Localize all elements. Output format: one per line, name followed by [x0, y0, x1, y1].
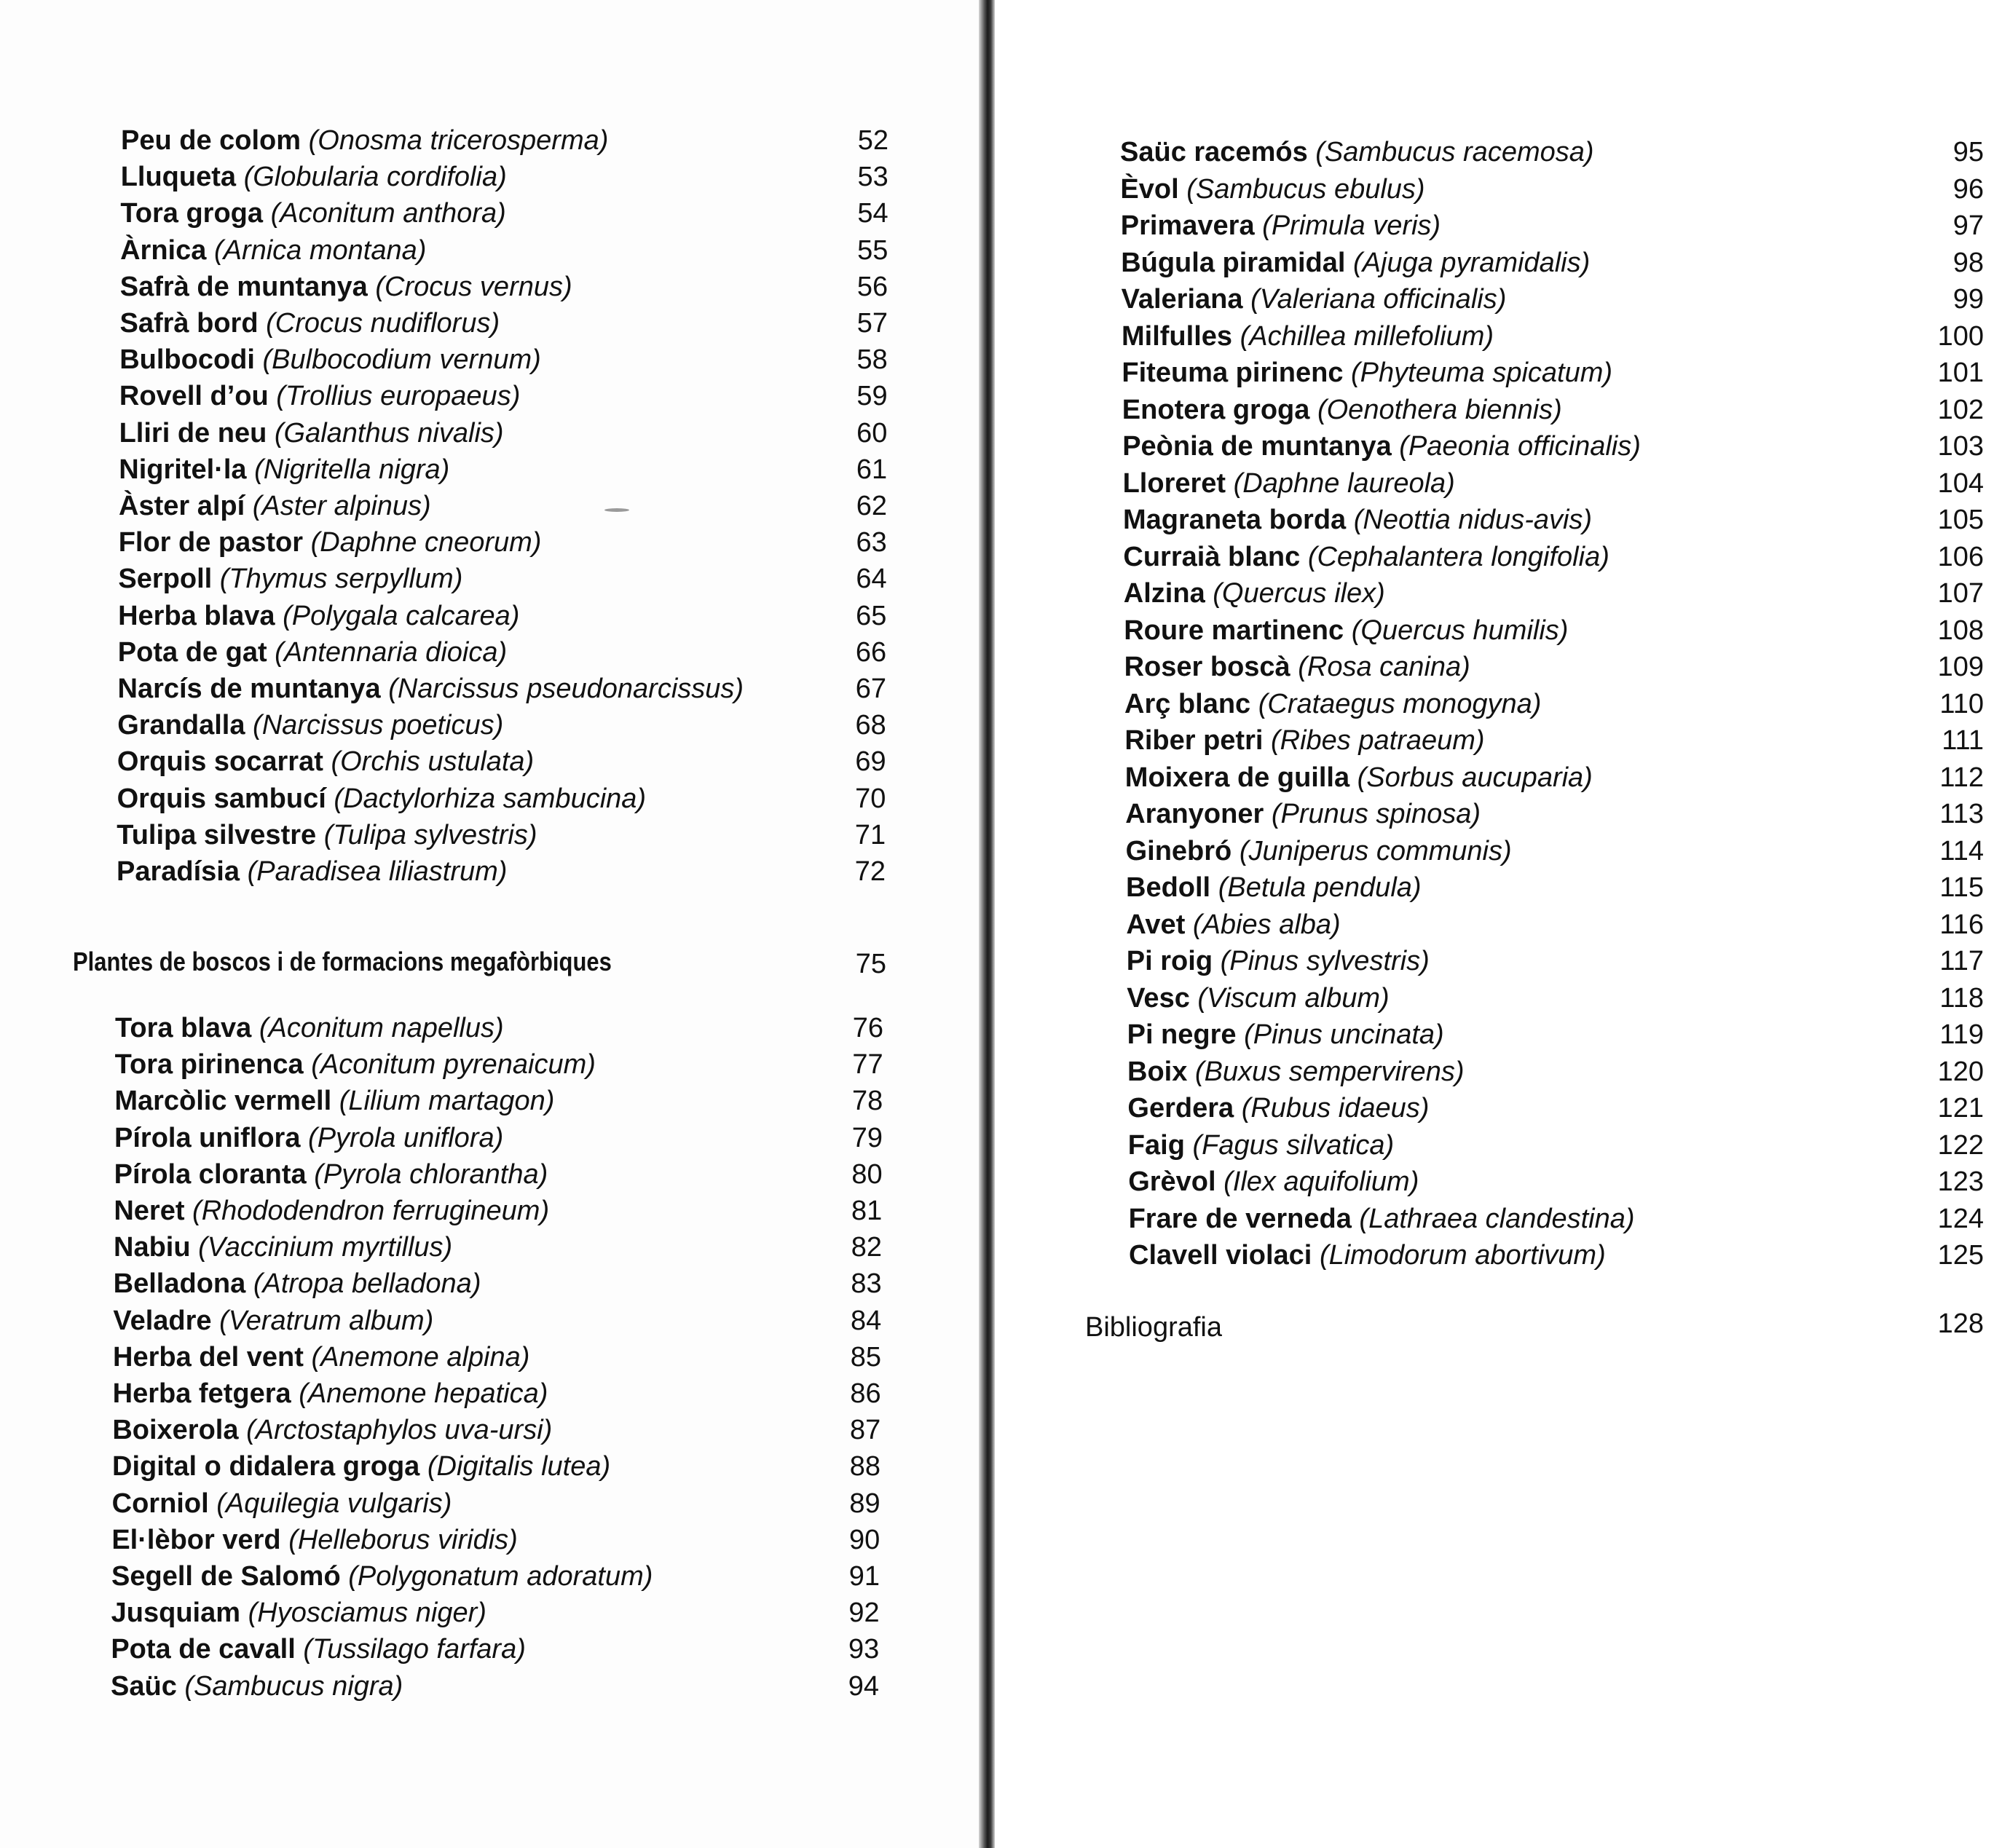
- scientific-name: (Abies alba): [1192, 909, 1341, 940]
- entry-title: [1124, 687, 1541, 721]
- scientific-name: (Betula pendula): [1218, 872, 1422, 903]
- page-number: 91: [848, 1561, 880, 1592]
- entry-title: [1122, 356, 1612, 390]
- scientific-name: (Narcissus pseudonarcissus): [388, 674, 744, 704]
- common-name: Vesc: [1127, 982, 1190, 1014]
- page-number: 76: [852, 1013, 883, 1043]
- scientific-name: (Viscum album): [1197, 982, 1390, 1014]
- page-number: 62: [856, 491, 887, 521]
- page-number: 106: [1937, 541, 1984, 572]
- scientific-name: (Orchis ustulata): [331, 746, 535, 778]
- scientific-name: (Pinus sylvestris): [1220, 946, 1430, 976]
- scientific-name: (Aconitum anthora): [270, 198, 506, 229]
- common-name: Jusquiam: [111, 1598, 241, 1629]
- scientific-name: (Anemone hepatica): [299, 1378, 548, 1409]
- entry-title: [117, 782, 646, 816]
- page-number: 98: [1952, 247, 1984, 278]
- page-number: 63: [856, 527, 887, 558]
- entry-title: [1120, 135, 1594, 169]
- scientific-name: (Buxus sempervirens): [1194, 1056, 1465, 1087]
- common-name: Pi roig: [1126, 946, 1213, 976]
- common-name: Búgula piramidal: [1121, 247, 1346, 278]
- entry-title: [119, 416, 504, 450]
- common-name: Èvol: [1120, 173, 1179, 205]
- scientific-name: (Lilium martagon): [339, 1086, 555, 1117]
- scientific-name: (Achillea millefolium): [1240, 320, 1494, 352]
- page-number: 102: [1937, 394, 1984, 425]
- scientific-name: (Ribes patraeum): [1271, 725, 1485, 756]
- entry-title: [1126, 834, 1512, 868]
- page-number: 113: [1939, 799, 1984, 829]
- entry-title: [114, 1084, 554, 1118]
- entry-title: [119, 379, 520, 413]
- common-name: Flor de pastor: [118, 527, 304, 558]
- page-number: 119: [1939, 1019, 1984, 1050]
- scientific-name: (Valeriana officinalis): [1250, 284, 1507, 315]
- page-number: 52: [857, 125, 888, 156]
- common-name: Magraneta borda: [1123, 505, 1347, 535]
- page-number: 125: [1937, 1240, 1984, 1271]
- entry-title: [115, 1011, 504, 1045]
- page-number: 67: [855, 674, 886, 704]
- entry-title: [120, 270, 572, 304]
- common-name: Peònia de muntanya: [1122, 431, 1392, 462]
- common-name: Àster alpí: [119, 491, 245, 521]
- scientific-name: (Ilex aquifolium): [1223, 1166, 1419, 1197]
- common-name: Pota de cavall: [111, 1634, 296, 1665]
- entry-title: [111, 1523, 518, 1557]
- common-name: Aranyoner: [1125, 799, 1264, 829]
- common-name: El·lèbor verd: [111, 1524, 281, 1555]
- scientific-name: (Arnica montana): [213, 234, 427, 266]
- scientific-name: (Bulbocodium vernum): [262, 344, 541, 376]
- common-name: Belladona: [113, 1268, 246, 1300]
- common-name: Segell de Salomó: [111, 1561, 341, 1592]
- scientific-name: (Sorbus aucuparia): [1357, 762, 1593, 793]
- page-number: 122: [1937, 1129, 1984, 1161]
- entry-title: [1127, 1018, 1444, 1051]
- scientific-name: (Tussilago farfara): [303, 1634, 526, 1665]
- entry-title: [1128, 1129, 1394, 1162]
- page-number: 108: [1937, 615, 1984, 646]
- common-name: Bulbocodi: [119, 344, 255, 376]
- page-number: 111: [1942, 725, 1984, 756]
- bibliography-label: Bibliografia: [1085, 1312, 1222, 1343]
- common-name: Tulipa silvestre: [117, 819, 317, 850]
- scientific-name: (Quercus ilex): [1213, 578, 1385, 609]
- page-number: 82: [851, 1232, 882, 1263]
- scientific-name: (Polygala calcarea): [283, 600, 520, 631]
- entry-title: [1122, 393, 1562, 427]
- page-number: 117: [1939, 946, 1984, 976]
- page-number: 116: [1939, 909, 1984, 940]
- book-gutter: [979, 0, 995, 1848]
- common-name: Boix: [1127, 1056, 1188, 1087]
- common-name: Saüc racemós: [1120, 137, 1308, 167]
- page-number: 97: [1952, 210, 1984, 241]
- common-name: Serpoll: [118, 564, 213, 595]
- entry-title: [1127, 944, 1430, 978]
- page-number: 79: [851, 1122, 883, 1153]
- scan-speck: [604, 508, 629, 512]
- scientific-name: (Lathraea clandestina): [1359, 1203, 1635, 1234]
- entry-title: [118, 672, 744, 706]
- common-name: Pírola uniflora: [114, 1122, 301, 1153]
- page-number: 64: [856, 564, 887, 595]
- entry-title: [114, 1267, 481, 1300]
- left-page: [0, 0, 979, 1848]
- scientific-name: (Pinus uncinata): [1244, 1019, 1444, 1050]
- entry-title: [112, 1413, 552, 1447]
- page-number: 95: [1952, 137, 1984, 167]
- scientific-name: (Crocus vernus): [375, 271, 572, 302]
- entry-title: [113, 1304, 433, 1338]
- page-number: 124: [1937, 1203, 1984, 1234]
- scientific-name: (Sambucus ebulus): [1186, 173, 1425, 205]
- common-name: Àrnica: [120, 234, 207, 266]
- common-name: Enotera groga: [1122, 394, 1310, 425]
- entry-title: [1121, 209, 1441, 242]
- entry-title: [120, 197, 505, 230]
- page-number: 68: [855, 710, 886, 741]
- entry-title: [1127, 982, 1389, 1015]
- entry-title: [112, 1487, 452, 1520]
- scientific-name: (Quercus humilis): [1351, 615, 1569, 646]
- section-title: Plantes de boscos i de formacions megafòrbiques: [73, 947, 612, 976]
- scientific-name: (Daphne cneorum): [310, 527, 542, 558]
- scientific-name: (Fagus silvatica): [1192, 1129, 1395, 1161]
- common-name: Grèvol: [1128, 1166, 1216, 1197]
- common-name: Nabiu: [114, 1232, 191, 1263]
- scientific-name: (Pyrola uniflora): [308, 1122, 504, 1153]
- common-name: Marcòlic vermell: [114, 1086, 332, 1117]
- entry-title: [118, 599, 519, 633]
- common-name: Alzina: [1123, 578, 1205, 609]
- page-number: 66: [855, 636, 887, 668]
- scientific-name: (Galanthus nivalis): [274, 417, 504, 449]
- page-number: 77: [852, 1049, 883, 1081]
- right-page: [995, 0, 1994, 1848]
- entry-title: [1124, 650, 1470, 684]
- scientific-name: (Polygonatum adoratum): [348, 1561, 653, 1592]
- common-name: Arç blanc: [1124, 688, 1251, 719]
- page-number: 53: [857, 162, 888, 193]
- page-number: 107: [1937, 578, 1984, 609]
- bibliography-page-number: 128: [1937, 1308, 1984, 1339]
- scientific-name: (Sambucus nigra): [184, 1670, 403, 1702]
- common-name: Lluqueta: [120, 162, 237, 193]
- entry-title: [1127, 1091, 1429, 1125]
- page-number: 83: [851, 1268, 882, 1300]
- scientific-name: (Thymus serpyllum): [219, 564, 463, 595]
- scientific-name: (Rhododendron ferrugineum): [192, 1196, 550, 1226]
- common-name: Roure martinenc: [1124, 615, 1344, 646]
- entry-title: [114, 1158, 548, 1191]
- entry-title: [114, 1194, 549, 1228]
- entry-title: [1122, 320, 1494, 353]
- entry-title: [114, 1121, 503, 1155]
- page-number: 86: [850, 1378, 881, 1409]
- common-name: Faig: [1127, 1129, 1185, 1161]
- scientific-name: (Aconitum napellus): [259, 1013, 504, 1043]
- common-name: Paradísia: [117, 856, 240, 887]
- scientific-name: (Aster alpinus): [252, 491, 431, 521]
- page-number: 120: [1937, 1056, 1984, 1087]
- entry-title: [1123, 503, 1592, 537]
- common-name: Moixera de guilla: [1124, 762, 1350, 793]
- page-number: 110: [1939, 688, 1984, 719]
- scientific-name: (Juniperus communis): [1239, 835, 1512, 866]
- page-number: 96: [1952, 173, 1984, 205]
- common-name: Pi negre: [1127, 1019, 1237, 1050]
- entry-title: [1125, 761, 1593, 794]
- entry-title: [1122, 430, 1641, 463]
- scientific-name: (Phyteuma spicatum): [1351, 358, 1613, 388]
- page-number: 61: [856, 454, 888, 485]
- common-name: Primavera: [1120, 210, 1255, 241]
- scientific-name: (Paradisea liliastrum): [247, 856, 508, 887]
- page-number: 101: [1937, 358, 1984, 388]
- common-name: Saüc: [111, 1670, 177, 1702]
- common-name: Orquis socarrat: [117, 746, 323, 778]
- page-number: 84: [851, 1305, 882, 1336]
- common-name: Avet: [1126, 909, 1186, 940]
- common-name: Tora blava: [115, 1013, 252, 1043]
- scientific-name: (Aconitum pyrenaicum): [311, 1049, 596, 1081]
- scientific-name: (Ajuga pyramidalis): [1353, 247, 1591, 278]
- page-number: 85: [850, 1341, 881, 1373]
- entry-title: [115, 1048, 596, 1081]
- page-number: 71: [854, 819, 886, 850]
- entry-title: [1124, 724, 1484, 757]
- entry-title: [1122, 283, 1507, 316]
- page-number: 90: [849, 1524, 880, 1555]
- scientific-name: (Narcissus poeticus): [253, 710, 504, 741]
- scientific-name: (Rosa canina): [1298, 652, 1470, 682]
- scientific-name: (Arctostaphylos uva-ursi): [246, 1415, 553, 1446]
- entry-title: [119, 526, 542, 559]
- common-name: Safrà bord: [119, 308, 259, 339]
- common-name: Corniol: [111, 1488, 209, 1519]
- common-name: Grandalla: [117, 710, 245, 741]
- common-name: Rovell d’ou: [119, 381, 269, 412]
- entry-title: [119, 453, 449, 486]
- entry-title: [121, 124, 608, 157]
- common-name: Lloreret: [1122, 467, 1226, 499]
- entry-title: [111, 1560, 653, 1593]
- scientific-name: (Vaccinium myrtillus): [198, 1232, 453, 1263]
- scientific-name: (Paeonia officinalis): [1399, 431, 1641, 462]
- page-number: 78: [852, 1086, 883, 1117]
- page-number: 93: [848, 1634, 880, 1665]
- entry-title: [1126, 908, 1340, 941]
- common-name: Pírola cloranta: [114, 1158, 307, 1190]
- common-name: Valeriana: [1121, 284, 1243, 315]
- scientific-name: (Sambucus racemosa): [1315, 137, 1594, 167]
- entry-title: [112, 1450, 610, 1483]
- page-number: 81: [851, 1196, 883, 1226]
- common-name: Neret: [114, 1196, 185, 1226]
- page-number: 54: [857, 198, 888, 229]
- page-number: 55: [857, 234, 888, 266]
- common-name: Safrà de muntanya: [119, 271, 368, 302]
- entry-title: [1127, 1055, 1464, 1089]
- common-name: Tora pirinenca: [114, 1049, 304, 1081]
- scientific-name: (Antennaria dioica): [275, 636, 508, 668]
- scientific-name: (Helleborus viridis): [288, 1524, 518, 1555]
- page-number: 92: [848, 1598, 880, 1629]
- page-number: 109: [1937, 652, 1984, 682]
- entry-title: [119, 343, 541, 376]
- page-number: 105: [1937, 505, 1984, 535]
- common-name: Peu de colom: [121, 125, 302, 156]
- entry-title: [111, 1670, 403, 1703]
- entry-title: [117, 818, 537, 852]
- common-name: Roser boscà: [1124, 652, 1290, 682]
- page-number: 112: [1939, 762, 1984, 793]
- entry-title: [1124, 577, 1385, 610]
- common-name: Ginebró: [1125, 835, 1232, 866]
- common-name: Milfulles: [1122, 320, 1233, 352]
- entry-title: [118, 636, 507, 669]
- entry-title: [113, 1340, 529, 1374]
- common-name: Bedoll: [1126, 872, 1211, 903]
- scientific-name: (Dactylorhiza sambucina): [334, 783, 647, 814]
- page-number: 89: [849, 1488, 880, 1519]
- scientific-name: (Trollius europaeus): [276, 381, 521, 412]
- scientific-name: (Pyrola chlorantha): [314, 1158, 548, 1190]
- entry-title: [1126, 871, 1422, 904]
- common-name: Lliri de neu: [119, 417, 267, 449]
- common-name: Boixerola: [112, 1415, 239, 1446]
- scientific-name: (Daphne laureola): [1233, 467, 1455, 499]
- entry-title: [1121, 246, 1590, 280]
- scientific-name: (Aquilegia vulgaris): [216, 1488, 452, 1519]
- page-number: 103: [1937, 431, 1984, 462]
- common-name: Frare de verneda: [1128, 1203, 1352, 1234]
- common-name: Orquis sambucí: [117, 783, 326, 814]
- scientific-name: (Onosma tricerosperma): [308, 125, 609, 156]
- page-number: 100: [1937, 320, 1984, 352]
- entry-title: [119, 489, 431, 523]
- scientific-name: (Digitalis lutea): [427, 1451, 611, 1482]
- entry-title: [1129, 1239, 1606, 1272]
- page-number: 115: [1939, 872, 1984, 903]
- entry-title: [1124, 614, 1568, 647]
- entry-title: [117, 745, 534, 778]
- page-number: 59: [856, 381, 888, 412]
- scientific-name: (Hyosciamus niger): [248, 1598, 486, 1629]
- page-number: 87: [850, 1415, 881, 1446]
- page-number: 56: [856, 271, 888, 302]
- scientific-name: (Tulipa sylvestris): [323, 819, 537, 850]
- scientific-name: (Neottia nidus-avis): [1353, 505, 1593, 535]
- scientific-name: (Atropa belladona): [253, 1268, 481, 1300]
- entry-title: [120, 307, 500, 340]
- page-number: 57: [856, 308, 888, 339]
- scientific-name: (Nigritella nigra): [254, 454, 450, 485]
- entry-title: [1125, 797, 1481, 831]
- entry-title: [114, 1231, 452, 1264]
- common-name: Digital o didalera groga: [112, 1451, 420, 1482]
- common-name: Nigritel·la: [119, 454, 247, 485]
- entry-title: [1129, 1202, 1635, 1236]
- page-number: 60: [856, 417, 888, 449]
- entry-title: [117, 708, 503, 742]
- common-name: Herba del vent: [113, 1341, 304, 1373]
- page-number: 80: [851, 1158, 883, 1190]
- common-name: Riber petri: [1124, 725, 1264, 756]
- entry-title: [113, 1377, 548, 1410]
- section-page-number: 75: [855, 949, 886, 979]
- entry-title: [1120, 173, 1424, 206]
- page-number: 118: [1939, 982, 1984, 1014]
- entry-title: [111, 1632, 526, 1666]
- common-name: Narcís de muntanya: [117, 674, 381, 704]
- common-name: Gerdera: [1127, 1093, 1234, 1124]
- entry-title: [111, 1596, 486, 1630]
- page-number: 65: [856, 600, 887, 631]
- entry-title: [1123, 467, 1455, 500]
- page-number: 69: [855, 746, 886, 778]
- scientific-name: (Anemone alpina): [311, 1341, 530, 1373]
- scientific-name: (Cephalantera longifolia): [1307, 541, 1609, 572]
- common-name: Herba blava: [118, 600, 275, 631]
- scientific-name: (Crocus nudiflorus): [266, 308, 500, 339]
- page-number: 88: [849, 1451, 880, 1482]
- entry-title: [120, 234, 426, 267]
- common-name: Fiteuma pirinenc: [1122, 358, 1344, 388]
- page-number: 114: [1939, 835, 1984, 866]
- page-number: 70: [855, 783, 886, 814]
- common-name: Tora groga: [120, 198, 264, 229]
- common-name: Curraià blanc: [1123, 541, 1301, 572]
- scientific-name: (Limodorum abortivum): [1319, 1240, 1606, 1271]
- scientific-name: (Globularia cordifolia): [243, 162, 507, 193]
- page-number: 121: [1937, 1093, 1984, 1124]
- common-name: Pota de gat: [117, 636, 267, 668]
- scientific-name: (Crataegus monogyna): [1258, 688, 1542, 719]
- page-number: 72: [854, 856, 886, 887]
- common-name: Clavell violaci: [1129, 1240, 1312, 1271]
- entry-title: [121, 160, 507, 194]
- common-name: Veladre: [113, 1305, 212, 1336]
- page-number: 94: [848, 1670, 879, 1702]
- entry-title: [117, 855, 507, 888]
- page-number: 104: [1937, 467, 1984, 499]
- entry-title: [1128, 1165, 1419, 1199]
- entry-title: [118, 562, 462, 596]
- common-name: Herba fetgera: [112, 1378, 291, 1409]
- page-number: 99: [1952, 284, 1984, 315]
- page-number: 58: [856, 344, 888, 376]
- scientific-name: (Veratrum album): [219, 1305, 434, 1336]
- scientific-name: (Rubus idaeus): [1241, 1093, 1430, 1124]
- page-number: 123: [1937, 1166, 1984, 1197]
- entry-title: [1123, 540, 1609, 574]
- scientific-name: (Prunus spinosa): [1271, 799, 1481, 829]
- scientific-name: (Primula veris): [1262, 210, 1441, 241]
- scientific-name: (Oenothera biennis): [1317, 394, 1562, 425]
